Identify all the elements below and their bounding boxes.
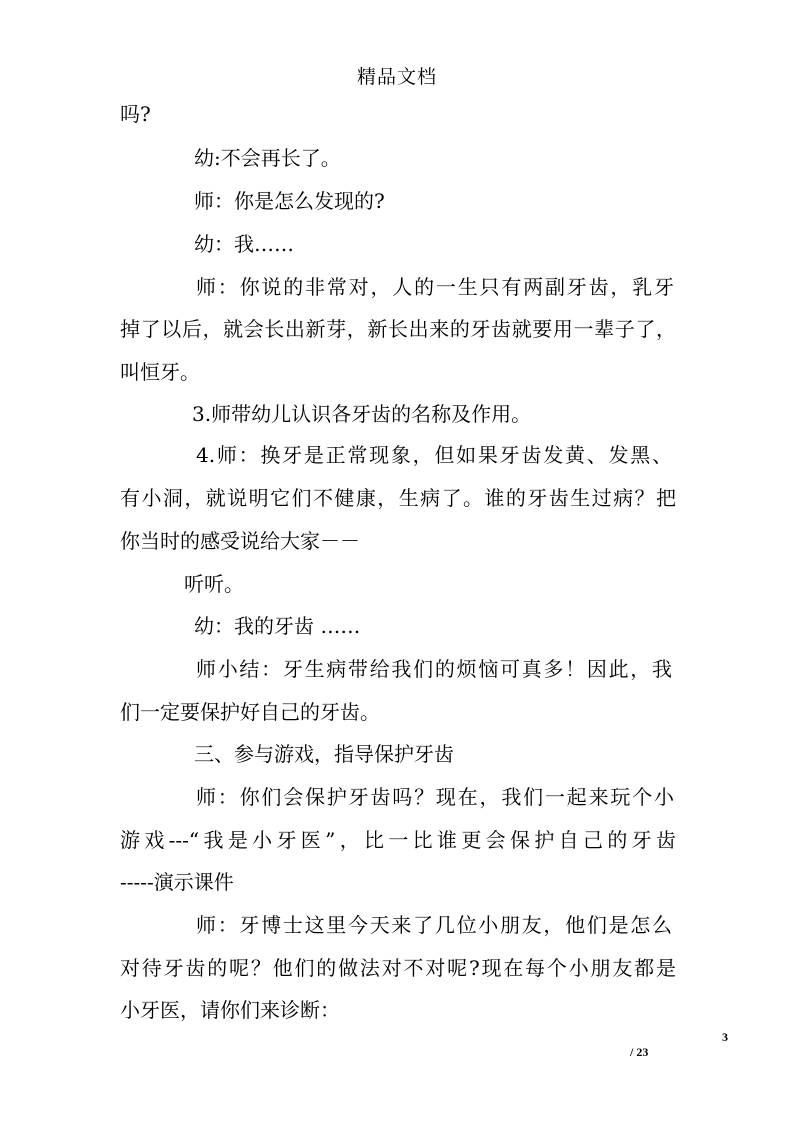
text-line: 听听。 xyxy=(184,572,244,596)
text-line: 叫恒牙。 xyxy=(120,360,200,384)
text-line: 你当时的感受说给大家－－ xyxy=(120,529,360,553)
text-line: 吗? xyxy=(120,102,151,126)
text-line: 师：你是怎么发现的? xyxy=(194,189,385,213)
text-line: 对待牙齿的呢？他们的做法对不对呢?现在每个小朋友都是 xyxy=(120,956,676,980)
page-number: 3 xyxy=(722,1030,728,1044)
text-line: 幼：我…… xyxy=(194,232,294,256)
page-total: / 23 xyxy=(630,1045,649,1059)
text-line: 师小结：牙生病带给我们的烦恼可真多！因此，我 xyxy=(196,657,672,681)
document-header: 精品文档 xyxy=(356,66,437,88)
text-line: 师：你说的非常对，人的一生只有两副牙齿，乳牙 xyxy=(196,275,674,299)
text-line: 幼：我的牙齿 …… xyxy=(194,614,361,638)
text-line: 小牙医，请你们来诊断： xyxy=(120,998,340,1022)
text-line: 3.师带幼儿认识各牙齿的名称及作用。 xyxy=(192,402,532,426)
text-line: 幼:不会再长了。 xyxy=(194,146,341,170)
text-line: 游戏---“我是小牙医”，比一比谁更会保护自己的牙齿 xyxy=(120,828,676,852)
text-line: 4.师：换牙是正常现象，但如果牙齿发黄、发黑、 xyxy=(196,443,672,467)
text-line: 师：牙博士这里今天来了几位小朋友，他们是怎么 xyxy=(196,913,672,937)
text-line: 掉了以后，就会长出新芽，新长出来的牙齿就要用一辈子了， xyxy=(120,317,676,341)
text-line: 们一定要保护好自己的牙齿。 xyxy=(120,700,380,724)
text-line: 有小洞，就说明它们不健康，生病了。谁的牙齿生过病？把 xyxy=(120,486,676,510)
text-line: -----演示课件 xyxy=(120,870,234,894)
text-line: 三、参与游戏，指导保护牙齿 xyxy=(194,742,454,766)
text-line: 师：你们会保护牙齿吗？现在，我们一起来玩个小 xyxy=(196,785,674,809)
